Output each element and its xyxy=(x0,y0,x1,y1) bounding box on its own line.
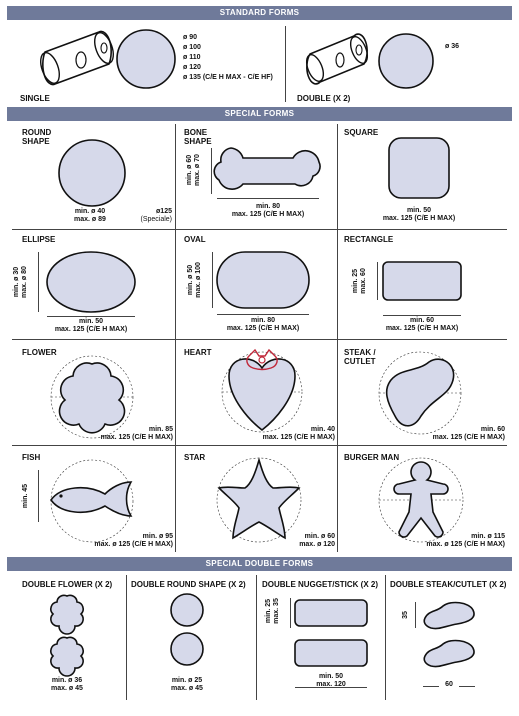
heart-h2: max. 125 (C/E H MAX) xyxy=(262,434,335,441)
bone-shape-icon xyxy=(215,146,321,194)
fish-label: FISH xyxy=(22,453,41,462)
double-label: DOUBLE (X 2) xyxy=(297,94,351,103)
dim-line xyxy=(212,252,213,308)
ellipse-h2: max. 125 (C/E H MAX) xyxy=(54,326,128,333)
fish-h2: max. ø 125 (C/E H MAX) xyxy=(94,541,173,548)
dim-line xyxy=(47,316,135,317)
ellipse-label: ELLIPSE xyxy=(22,235,56,244)
double-nugget-v1: min. 25 xyxy=(265,598,272,624)
double-steak-icon xyxy=(421,638,477,668)
double-steak-label: DOUBLE STEAK/CUTLET (X 2) xyxy=(390,580,507,589)
dim-line xyxy=(211,148,212,194)
double-nugget-h2: max. 120 xyxy=(316,681,346,688)
round-extra-note: (Speciale) xyxy=(140,216,172,223)
size-item: ø 100 xyxy=(183,44,201,51)
round-max: max. ø 89 xyxy=(74,216,106,223)
double-cylinder-icon xyxy=(302,34,372,84)
square-h1: min. 50 xyxy=(406,207,432,214)
double-round-max: max. ø 45 xyxy=(171,685,203,692)
double-round-icon xyxy=(169,631,205,667)
band-standard-forms: STANDARD FORMS xyxy=(7,6,512,20)
double-flower-min: min. ø 36 xyxy=(51,677,83,684)
dim-line xyxy=(383,315,461,316)
size-item: ø 110 xyxy=(183,54,201,61)
double-flower-max: max. ø 45 xyxy=(51,685,83,692)
grid-divider xyxy=(256,575,257,700)
dim-line xyxy=(217,314,309,315)
burger-man-icon xyxy=(377,456,465,544)
double-size: ø 36 xyxy=(445,43,460,50)
size-item: ø 135 (C/E H MAX - C/E HF) xyxy=(183,74,273,81)
double-round-label: DOUBLE ROUND SHAPE (X 2) xyxy=(131,580,246,589)
rectangle-v2: max. 60 xyxy=(360,268,367,294)
square-icon xyxy=(387,136,451,200)
single-size-list xyxy=(183,33,273,83)
double-nugget-icon xyxy=(293,598,369,628)
square-h2: max. 125 (C/E H MAX) xyxy=(382,215,456,222)
size-item: ø 120 xyxy=(183,64,201,71)
burger-man-h2: max. ø 125 (C/E H MAX) xyxy=(426,541,505,548)
star-label: STAR xyxy=(184,453,206,462)
dim-line xyxy=(415,602,416,628)
dim-line xyxy=(38,470,39,522)
grid-divider xyxy=(12,339,507,340)
double-steak-v1: 35 xyxy=(402,611,409,619)
bone-v1: min. ø 60 xyxy=(186,154,193,186)
grid-divider xyxy=(12,445,507,446)
fish-icon xyxy=(47,458,137,544)
steak-h1: min. 60 xyxy=(480,426,505,433)
single-cylinder-icon xyxy=(37,30,117,85)
fish-h1: min. ø 95 xyxy=(142,533,173,540)
oval-label: OVAL xyxy=(184,235,206,244)
double-round-min: min. ø 25 xyxy=(171,677,203,684)
band-special-forms: SPECIAL FORMS xyxy=(7,107,512,121)
flower-h2: max. 125 (C/E H MAX) xyxy=(100,434,173,441)
grid-divider xyxy=(385,575,386,700)
double-nugget-label: DOUBLE NUGGET/STICK (X 2) xyxy=(262,580,379,589)
grid-divider xyxy=(12,229,507,230)
single-disc-icon xyxy=(115,28,177,90)
heart-icon xyxy=(219,348,305,434)
size-item: ø 90 xyxy=(183,34,198,41)
oval-h1: min. 80 xyxy=(250,317,276,324)
double-nugget-h1: min. 50 xyxy=(318,673,344,680)
heart-h1: min. 40 xyxy=(310,426,335,433)
bone-shape-label: BONE SHAPE xyxy=(184,128,212,146)
bone-h2: max. 125 (C/E H MAX) xyxy=(231,211,305,218)
burger-man-h1: min. ø 115 xyxy=(471,533,505,540)
bone-v2: max. ø 70 xyxy=(194,154,201,186)
grid-divider xyxy=(175,124,176,552)
flower-label: FLOWER xyxy=(22,348,57,357)
grid-divider xyxy=(337,124,338,552)
rectangle-h1: min. 60 xyxy=(409,317,435,324)
star-h1: min. ø 60 xyxy=(304,533,335,540)
round-min: min. ø 40 xyxy=(74,208,106,215)
grid-divider xyxy=(126,575,127,700)
burger-man-label: BURGER MAN xyxy=(344,453,400,462)
star-h2: max. ø 120 xyxy=(299,541,335,548)
double-nugget-icon xyxy=(293,638,369,668)
dim-line xyxy=(377,262,378,300)
double-steak-icon xyxy=(421,600,477,630)
bone-h1: min. 80 xyxy=(255,203,281,210)
square-label: SQUARE xyxy=(344,128,379,137)
double-flower-icon xyxy=(47,636,87,674)
heart-label: HEART xyxy=(184,348,212,357)
ellipse-v1: min. ø 30 xyxy=(13,266,20,298)
oval-h2: max. 125 (C/E H MAX) xyxy=(226,325,300,332)
divider xyxy=(285,26,286,102)
band-special-double-forms: SPECIAL DOUBLE FORMS xyxy=(7,557,512,571)
forms-sheet xyxy=(7,0,512,716)
oval-v2: max. ø 100 xyxy=(195,262,202,298)
round-shape-icon xyxy=(57,138,127,208)
dim-line xyxy=(290,598,291,628)
star-icon xyxy=(215,456,303,544)
steak-cutlet-icon xyxy=(377,350,463,436)
double-flower-label: DOUBLE FLOWER (X 2) xyxy=(22,580,113,589)
round-extra: ø125 xyxy=(156,208,172,215)
rectangle-h2: max. 125 (C/E H MAX) xyxy=(385,325,459,332)
single-label: SINGLE xyxy=(20,94,50,103)
steak-cutlet-label: STEAK / CUTLET xyxy=(344,348,376,366)
dim-line xyxy=(217,198,319,199)
rectangle-v1: min. 25 xyxy=(352,268,359,294)
steak-h2: max. 125 (C/E H MAX) xyxy=(432,434,505,441)
double-disc-icon xyxy=(377,32,435,90)
ellipse-icon xyxy=(45,250,137,314)
rectangle-label: RECTANGLE xyxy=(344,235,394,244)
double-steak-h1: 60 xyxy=(439,681,459,689)
fish-v1: min. 45 xyxy=(22,483,29,509)
flower-h1: min. 85 xyxy=(148,426,173,433)
rectangle-icon xyxy=(381,260,463,302)
double-flower-icon xyxy=(47,594,87,632)
double-nugget-v2: max. 35 xyxy=(273,598,280,624)
round-shape-label: ROUND SHAPE xyxy=(22,128,52,146)
dim-line xyxy=(38,252,39,312)
ellipse-h1: min. 50 xyxy=(78,318,104,325)
ellipse-v2: max. ø 80 xyxy=(21,266,28,298)
oval-icon xyxy=(215,250,311,310)
oval-v1: min. ø 50 xyxy=(187,264,194,296)
double-round-icon xyxy=(169,592,205,628)
